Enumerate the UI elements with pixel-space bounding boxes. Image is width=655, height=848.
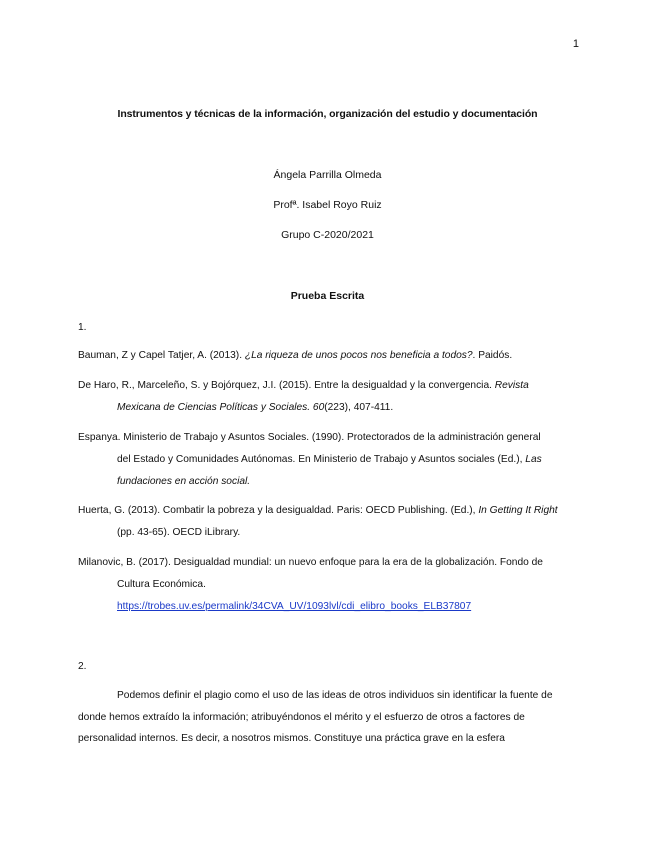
group-label: Grupo C-2020/2021 bbox=[281, 229, 374, 241]
section-heading: Prueba Escrita bbox=[290, 290, 365, 302]
reference-link[interactable]: https://trobes.uv.es/permalink/34CVA_UV/1093lvl/cdi_elibro_books_ELB37807 bbox=[117, 601, 472, 612]
page-number: 1 bbox=[572, 38, 579, 50]
author-name: Ángela Parrilla Olmeda bbox=[273, 169, 382, 181]
ref-text: Cultura Económica. bbox=[117, 579, 206, 590]
ref-text: Huerta, G. (2013). Combatir la pobreza y la desigualdad. Paris: OECD Publishing. (Ed.), bbox=[78, 505, 479, 516]
document-title: Instrumentos y técnicas de la información, organización del estudio y documentación bbox=[117, 108, 538, 120]
reference-deharo bbox=[78, 375, 578, 419]
paragraph-line: personalidad internos. Es decir, a nosotros mismos. Constituye una práctica grave en la esfera bbox=[78, 733, 505, 744]
ref-title: fundaciones en acción social. bbox=[117, 476, 251, 487]
ref-title: In Getting It Right bbox=[478, 505, 558, 516]
reference-milanovic bbox=[78, 552, 578, 618]
reference-espanya bbox=[78, 427, 578, 493]
ref-text: del Estado y Comunidades Autónomas. En Ministerio de Trabajo y Asuntos sociales (Ed.), bbox=[117, 454, 526, 465]
question-2-number: 2. bbox=[78, 661, 87, 672]
paragraph-line: donde hemos extraído la información; atribuyéndonos el mérito y el esfuerzo de otros a factores de bbox=[78, 711, 525, 723]
reference-huerta bbox=[78, 500, 578, 544]
question-2-paragraph bbox=[78, 685, 578, 750]
ref-text: De Haro, R., Marceleño, S. y Bojórquez, J.I. (2015). Entre la desigualdad y la convergencia. bbox=[78, 380, 495, 391]
ref-title: Las bbox=[525, 454, 542, 465]
ref-text: . Paidós. bbox=[472, 350, 513, 361]
ref-text: (223), 407-411. bbox=[324, 402, 394, 413]
ref-title: Revista bbox=[494, 380, 529, 391]
ref-text: Bauman, Z y Capel Tatjer, A. (2013). bbox=[78, 350, 245, 361]
professor-name: Profª. Isabel Royo Ruiz bbox=[273, 199, 382, 211]
question-1-number: 1. bbox=[78, 322, 87, 333]
paragraph-line: Podemos definir el plagio como el uso de las ideas de otros individuos sin identificar la fuente de bbox=[117, 690, 553, 701]
ref-text: Espanya. Ministerio de Trabajo y Asuntos Sociales. (1990). Protectorados de la administración general bbox=[78, 432, 541, 443]
ref-text: (pp. 43-65). OECD iLibrary. bbox=[117, 527, 241, 538]
ref-text: Milanovic, B. (2017). Desigualdad mundial: un nuevo enfoque para la era de la globalización. Fondo de bbox=[78, 557, 543, 568]
ref-title: Mexicana de Ciencias Políticas y Sociales. 60 bbox=[117, 402, 325, 413]
reference-bauman bbox=[78, 345, 578, 367]
ref-title: ¿La riqueza de unos pocos nos beneficia a todos? bbox=[244, 350, 473, 361]
